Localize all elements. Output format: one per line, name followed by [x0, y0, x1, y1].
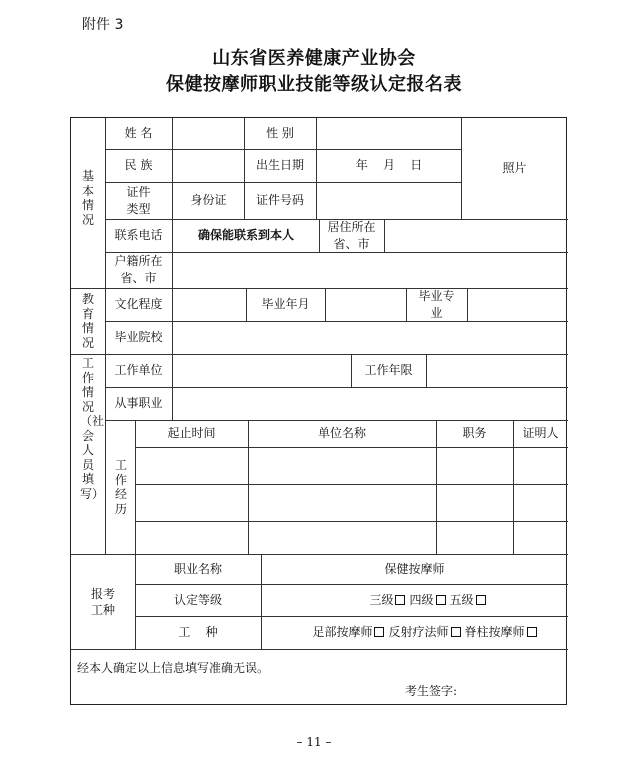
label-phone: 联系电话 — [114, 228, 163, 242]
label-employer: 工作单位 — [114, 363, 163, 377]
label-ethnicity: 民 族 — [124, 158, 153, 172]
label-education-level: 文化程度 — [114, 297, 163, 311]
employer-field[interactable] — [173, 354, 351, 387]
name-field[interactable] — [173, 118, 244, 149]
type-option-reflex[interactable]: 反射疗法师 — [388, 624, 464, 641]
label-household: 户籍所在 省、市 — [114, 254, 163, 285]
form-title-association: 山东省医养健康产业协会 — [212, 48, 416, 69]
header-reference: 证明人 — [522, 426, 559, 440]
label-birth-date: 出生日期 — [255, 158, 304, 172]
label-major: 毕业专 业 — [418, 288, 455, 320]
label-work-years: 工作年限 — [364, 363, 413, 377]
declaration-text: 经本人确定以上信息填写准确无误。 — [77, 661, 270, 675]
checkbox[interactable] — [451, 627, 461, 637]
work-history-row[interactable] — [136, 522, 568, 554]
birth-date-field[interactable]: 年 月 日 — [355, 158, 423, 172]
label-id-number: 证件号码 — [255, 193, 304, 207]
gender-field[interactable] — [317, 118, 461, 149]
label-gender: 性 别 — [266, 126, 294, 140]
label-grad-year: 毕业年月 — [261, 297, 310, 311]
label-school: 毕业院校 — [114, 330, 163, 344]
label-occupation: 从事职业 — [114, 396, 163, 410]
phone-field[interactable]: 确保能联系到本人 — [197, 228, 294, 242]
level-options — [261, 584, 568, 616]
section-label-education: 教育情况 — [81, 292, 94, 350]
label-residence: 居住所在 省、市 — [327, 219, 376, 251]
work-years-field[interactable] — [427, 354, 568, 387]
header-employer: 单位名称 — [317, 426, 366, 440]
type-option-foot[interactable]: 足部按摩师 — [312, 624, 388, 641]
annex-label: 附件 3 — [82, 17, 124, 33]
job-name-value: 保健按摩师 — [384, 561, 445, 576]
major-field[interactable] — [468, 288, 568, 321]
registration-form-table — [70, 117, 567, 705]
checkbox[interactable] — [395, 595, 405, 605]
header-period: 起止时间 — [167, 426, 216, 440]
label-job-name: 职业名称 — [173, 561, 222, 576]
checkbox[interactable] — [527, 627, 537, 637]
work-history-row[interactable] — [136, 485, 568, 521]
header-position: 职务 — [462, 426, 487, 440]
education-level-field[interactable] — [173, 288, 246, 321]
section-label-exam: 报考工种 — [90, 586, 115, 617]
signature-label: 考生签字: — [405, 684, 458, 698]
household-field[interactable] — [173, 252, 568, 288]
photo-box[interactable] — [461, 118, 568, 219]
ethnicity-field[interactable] — [173, 149, 244, 182]
label-id-type: 证件 类型 — [126, 184, 151, 216]
form-title: 保健按摩师职业技能等级认定报名表 — [166, 74, 462, 95]
label-level: 认定等级 — [173, 592, 222, 607]
type-options — [261, 616, 568, 649]
level-option-5[interactable]: 五级 — [450, 592, 490, 609]
type-option-spine[interactable]: 脊柱按摩师 — [465, 624, 541, 641]
level-option-4[interactable]: 四级 — [409, 592, 449, 609]
level-option-3[interactable]: 三级 — [369, 592, 409, 609]
id-number-field[interactable] — [317, 182, 461, 219]
school-field[interactable] — [173, 321, 568, 354]
occupation-field[interactable] — [173, 387, 568, 420]
label-name: 姓 名 — [124, 126, 153, 140]
section-label-work: 工作情况（社会人员填写） — [80, 356, 105, 501]
work-history-row[interactable] — [136, 448, 568, 484]
residence-field[interactable] — [385, 219, 568, 252]
signature-field[interactable] — [463, 678, 559, 698]
photo-label: 照片 — [502, 161, 527, 175]
section-label-basic: 基本情况 — [81, 169, 94, 227]
grad-year-field[interactable] — [326, 288, 406, 321]
checkbox[interactable] — [374, 627, 384, 637]
section-line — [71, 649, 568, 650]
checkbox[interactable] — [436, 595, 446, 605]
page-number: – 11 – — [296, 735, 332, 749]
id-type-value[interactable]: 身份证 — [190, 193, 227, 207]
work-history-label: 工作经历 — [114, 458, 127, 516]
checkbox[interactable] — [476, 595, 486, 605]
label-job-type: 工 种 — [178, 625, 218, 639]
